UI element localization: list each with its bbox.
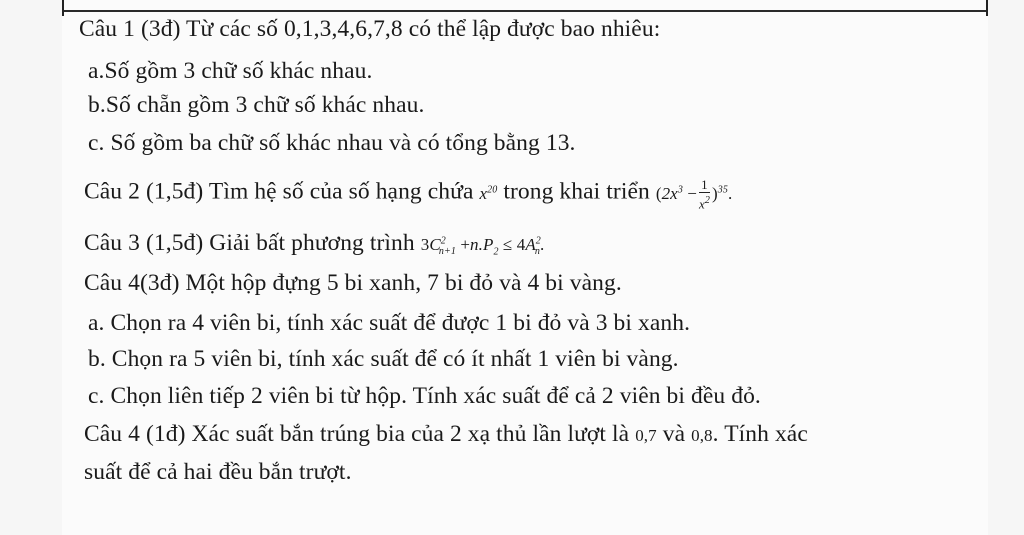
question-2-text: Câu 2 (1,5đ) Tìm hệ số của số hạng chứa [84, 178, 474, 205]
question-1b: b.Số chẵn gồm 3 chữ số khác nhau. [88, 92, 425, 118]
prob-value-1: 0,7 [635, 426, 657, 445]
question-5-line-2: suất để cả hai đều bắn trượt. [84, 459, 352, 485]
page-border-top [62, 10, 988, 12]
question-4: Câu 4(3đ) Một hộp đựng 5 bi xanh, 7 bi đỏ và 4 bi vàng. [84, 270, 622, 296]
question-3-text: Câu 3 (1,5đ) Giải bất phương trình [84, 230, 415, 256]
math-x20: $x^{20}$ [479, 183, 498, 203]
question-2-text2: trong khai triển [503, 178, 650, 205]
page-border-left [62, 0, 64, 16]
question-1c: c. Số gồm ba chữ số khác nhau và có tổng bằng 13. [88, 130, 576, 156]
page-border-right [986, 0, 988, 16]
question-4c: c. Chọn liên tiếp 2 viên bi từ hộp. Tính xác suất để cả 2 viên bi đều đỏ. [88, 383, 761, 409]
question-4a: a. Chọn ra 4 viên bi, tính xác suất để được 1 bi đỏ và 3 bi xanh. [88, 310, 691, 336]
question-5-text-end: . Tính xác [712, 421, 808, 447]
question-1a: a.Số gồm 3 chữ số khác nhau. [88, 58, 373, 84]
question-5-line-1 [84, 421, 808, 448]
prob-value-2: 0,8 [691, 426, 713, 445]
question-1: Câu 1 (3đ) Từ các số 0,1,3,4,6,7,8 có thể lập được bao nhiêu: [79, 16, 661, 42]
math-expansion: ($2x^3$ − $\frac{1}{x^2}$ )$^{35}$. [655, 177, 733, 212]
question-2 [84, 178, 732, 211]
question-3 [84, 230, 544, 257]
and-word: và [662, 421, 686, 447]
question-5-text: Câu 4 (1đ) Xác suất bắn trúng bia của 2 xạ thủ lần lượt là [84, 421, 630, 447]
question-4b: b. Chọn ra 5 viên bi, tính xác suất để có ít nhất 1 viên bi vàng. [88, 346, 679, 372]
math-inequality: $3C^2_{n+1} +n.P_2 \le 4A^2_n$. [420, 235, 545, 258]
